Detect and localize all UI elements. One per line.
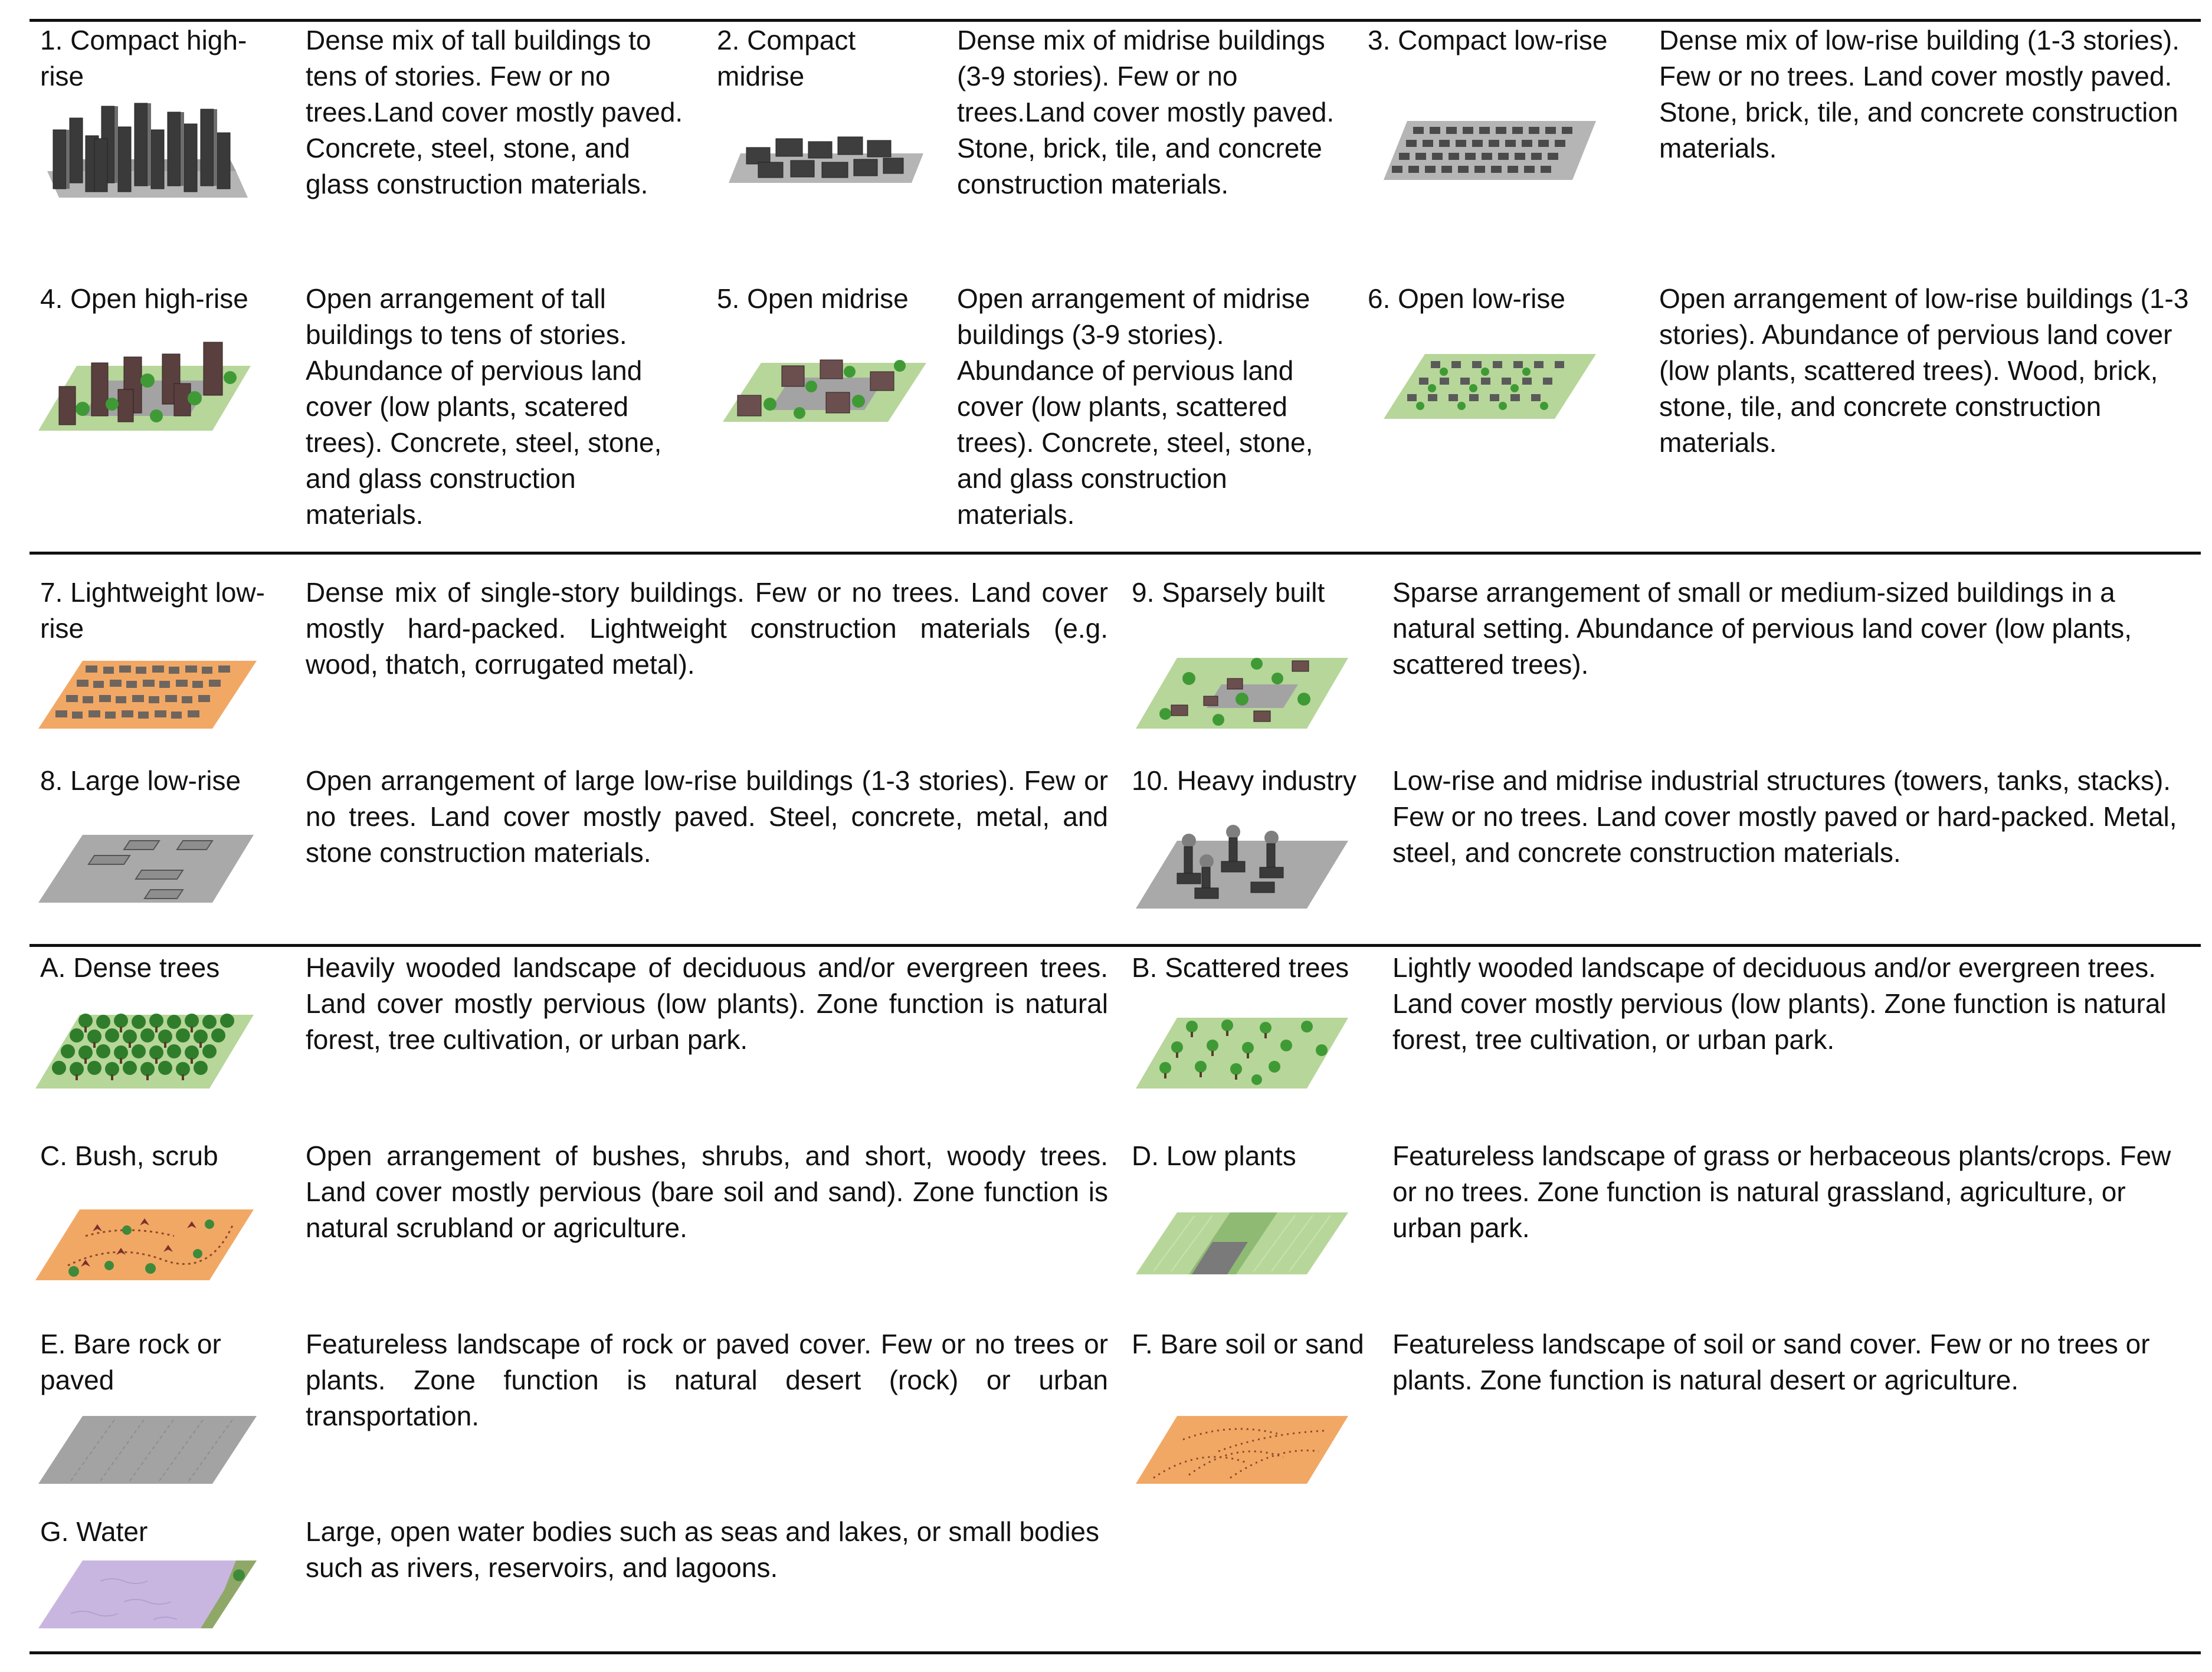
lcz-description-A: Heavily wooded landscape of deciduous and/or evergreen trees. Land cover mostly pervious (low plants). Zone function is natural forest, tree cultivation, or urban park. (306, 952, 1108, 1055)
lightweight-low-rise-icon (35, 655, 260, 732)
table-bottom-rule (30, 1651, 2201, 1654)
dense-trees-icon (32, 1003, 257, 1091)
lcz-title-7: 7. Lightweight low-rise (40, 577, 265, 644)
lcz-title-E: E. Bare rock or paved (40, 1329, 221, 1395)
low-plants-icon (1130, 1207, 1354, 1277)
lcz-description-3: Dense mix of low-rise building (1-3 stories). Few or no trees. Land cover mostly paved. Stone, brick, tile, and concrete construction materials. (1659, 25, 2180, 163)
lcz-title-F: F. Bare soil or sand (1132, 1329, 1364, 1359)
compact-high-rise-icon (35, 94, 260, 201)
lcz-description-C: Open arrangement of bushes, shrubs, and short, woody trees. Land cover mostly pervious (bare soil and sand). Zone function is natural scrubland or agriculture. (306, 1140, 1108, 1243)
lcz-description-4: Open arrangement of tall buildings to tens of stories. Abundance of pervious land cover (low plants, scatered trees). Concrete, steel, stone, and glass construction materials. (306, 283, 662, 530)
heavy-industry-icon (1130, 817, 1354, 912)
large-low-rise-icon (35, 829, 260, 906)
lcz-title-2: 2. Compact midrise (717, 25, 856, 91)
lcz-description-10: Low-rise and midrise industrial structures (towers, tanks, stacks). Few or no trees. Land cover mostly paved or hard-packed. Metal, steel, and concrete construction materials. (1392, 765, 2177, 868)
bare-soil-sand-icon (1130, 1410, 1354, 1487)
lcz-description-D: Featureless landscape of grass or herbaceous plants/crops. Few or no trees. Zone function is natural grassland, agriculture, or urban park. (1392, 1140, 2171, 1243)
lcz-title-8: 8. Large low-rise (40, 765, 241, 796)
lcz-description-G: Large, open water bodies such as seas and lakes, or small bodies such as rivers, reservoirs, and lagoons. (306, 1516, 1100, 1583)
lcz-description-B: Lightly wooded landscape of deciduous and/or evergreen trees. Land cover mostly pervious (low plants). Zone function is natural forest, tree cultivation, or urban park. (1392, 952, 2167, 1055)
lcz-description-8: Open arrangement of large low-rise buildings (1-3 stories). Few or no trees. Land cover mostly paved. Steel, concrete, metal, and stone construction materials. (306, 765, 1108, 868)
lcz-title-3: 3. Compact low-rise (1368, 25, 1608, 55)
lcz-title-6: 6. Open low-rise (1368, 283, 1565, 314)
sparsely-built-icon (1130, 643, 1354, 732)
lcz-title-5: 5. Open midrise (717, 283, 909, 314)
section-divider-land-cover (30, 944, 2201, 947)
bare-rock-paved-icon (35, 1410, 260, 1487)
open-low-rise-icon (1378, 348, 1602, 425)
compact-midrise-icon (717, 106, 929, 189)
lcz-title-A: A. Dense trees (40, 952, 220, 983)
lcz-title-C: C. Bush, scrub (40, 1140, 218, 1171)
lcz-title-10: 10. Heavy industry (1132, 765, 1356, 796)
lcz-title-G: G. Water (40, 1516, 148, 1547)
water-icon (35, 1555, 260, 1631)
lcz-title-D: D. Low plants (1132, 1140, 1296, 1171)
lcz-description-9: Sparse arrangement of small or medium-sized buildings in a natural setting. Abundance of pervious land cover (low plants, scattered trees). (1392, 577, 2132, 680)
lcz-description-E: Featureless landscape of rock or paved cover. Few or no trees or plants. Zone function is natural desert (rock) or urban transportation. (306, 1329, 1108, 1431)
compact-low-rise-icon (1378, 115, 1602, 186)
lcz-title-4: 4. Open high-rise (40, 283, 248, 314)
open-high-rise-icon (35, 333, 254, 434)
lcz-title-B: B. Scattered trees (1132, 952, 1349, 983)
lcz-description-7: Dense mix of single-story buildings. Few or no trees. Land cover mostly hard-packed. Lightweight construction materials (e.g. wood, thatch, corrugated metal). (306, 577, 1108, 680)
lcz-title-9: 9. Sparsely built (1132, 577, 1325, 608)
table-top-rule (30, 19, 2201, 22)
lcz-description-2: Dense mix of midrise buildings (3-9 stories). Few or no trees.Land cover mostly paved. Stone, brick, tile, and concrete construction materials. (957, 25, 1335, 199)
open-midrise-icon (717, 339, 929, 428)
lcz-description-6: Open arrangement of low-rise buildings (1-3 stories). Abundance of pervious land cover (low plants, scattered trees). Wood, brick, stone, tile, and concrete construction materials. (1659, 283, 2189, 458)
section-divider-built (30, 552, 2201, 555)
bush-scrub-icon (32, 1201, 257, 1283)
lcz-description-1: Dense mix of tall buildings to tens of stories. Few or no trees.Land cover mostly paved. Concrete, steel, stone, and glass construction materials. (306, 25, 683, 199)
scattered-trees-icon (1130, 1003, 1354, 1091)
lcz-description-F: Featureless landscape of soil or sand cover. Few or no trees or plants. Zone function is natural desert or agriculture. (1392, 1329, 2150, 1395)
lcz-title-1: 1. Compact high-rise (40, 25, 247, 91)
lcz-description-5: Open arrangement of midrise buildings (3-9 stories). Abundance of pervious land cover (low plants, scattered trees). Concrete, steel, stone, and glass construction materials. (957, 283, 1313, 530)
